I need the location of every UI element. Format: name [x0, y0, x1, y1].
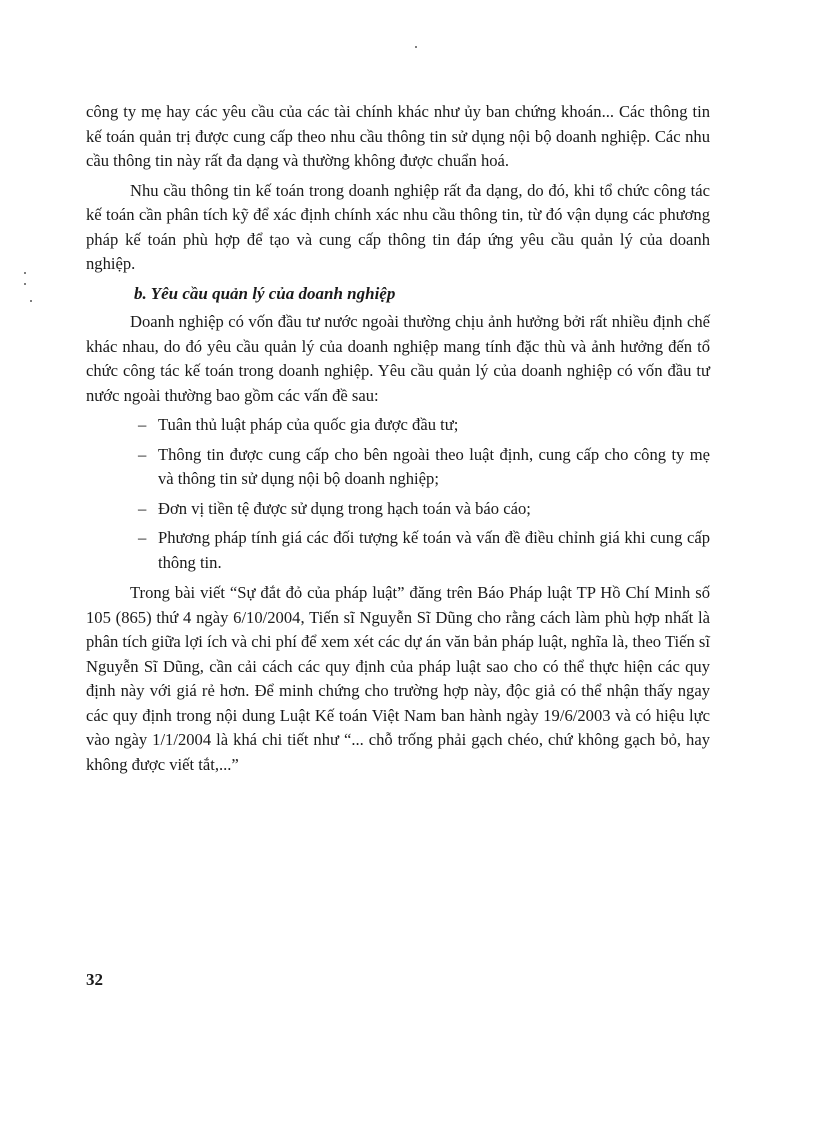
- scan-speck: [30, 300, 32, 302]
- list-item: [86, 497, 710, 522]
- paragraph-2: Nhu cầu thông tin kế toán trong doanh nghiệp rất đa dạng, do đó, khi tổ chức công tác kế toán cần phân tích kỹ để xác định chính xác nhu cầu thông tin, từ đó vận dụng các phương pháp kế toán phù hợp để tạo và cung cấp thông tin đáp ứng yêu cầu quản lý của doanh nghiệp.: [86, 180, 710, 273]
- bullet-dash: –: [138, 444, 147, 464]
- document-page: [86, 100, 710, 782]
- scan-speck: [415, 46, 417, 48]
- paragraph-4: Trong bài viết “Sự đắt đỏ của pháp luật” đăng trên Báo Pháp luật TP Hồ Chí Minh số 105 (865) thứ 4 ngày 6/10/2004, Tiến sĩ Nguyễn Sĩ Dũng cho rằng cách làm phù hợp nhất là phân tích giữa lợi ích và chi phí để xem xét các dự án văn bản pháp luật, nghĩa là, theo Tiến sĩ Nguyễn Sĩ Dũng, cần cải cách các quy định của pháp luật sao cho có thể thực hiện các quy định này với giá rẻ hơn. Để minh chứng cho trường hợp này, độc giả có thể nhận thấy ngay các quy định trong nội dung Luật Kế toán Việt Nam ban hành ngày 19/6/2003 và có hiệu lực vào ngày 1/1/2004 là khá chi tiết như “... chỗ trống phải gạch chéo, chứ không gạch bỏ, hay không được viết tắt,...”: [86, 583, 710, 774]
- paragraph-1: công ty mẹ hay các yêu cầu của các tài chính khác như ủy ban chứng khoán... Các thông tin kế toán quản trị được cung cấp theo nhu cầu thông tin sử dụng nội bộ doanh nghiệp. Các nhu cầu thông tin này rất đa dạng và thường không được chuẩn hoá.: [86, 102, 710, 170]
- section-heading-b: b. Yêu cầu quản lý của doanh nghiệp: [134, 283, 396, 303]
- bullet-dash: –: [138, 415, 147, 434]
- list-item-text: Đơn vị tiền tệ được sử dụng trong hạch toán và báo cáo;: [158, 498, 531, 518]
- list-item: [86, 526, 710, 575]
- list-item-text: Phương pháp tính giá các đối tượng kế toán và vấn đề điều chỉnh giá khi cung cấp thông tin.: [158, 528, 710, 572]
- bullet-dash: –: [138, 528, 147, 547]
- scan-speck: [24, 283, 26, 285]
- page-number: 32: [86, 970, 103, 989]
- list-item-text: Thông tin được cung cấp cho bên ngoài theo luật định, cung cấp cho công ty mẹ và thông tin sử dụng nội bộ doanh nghiệp;: [158, 444, 710, 488]
- bullet-dash: –: [138, 498, 147, 518]
- list-item: [86, 413, 710, 438]
- scan-speck: [24, 272, 26, 274]
- paragraph-3: Doanh nghiệp có vốn đầu tư nước ngoài thường chịu ảnh hưởng bởi rất nhiều định chế khác nhau, do đó yêu cầu quản lý của doanh nghiệp mang tính đặc thù và ảnh hưởng đến tổ chức công tác kế toán trong doanh nghiệp. Yêu cầu quản lý của doanh nghiệp có vốn đầu tư nước ngoài thường bao gồm các vấn đề sau:: [86, 312, 710, 405]
- list-item: [86, 443, 710, 492]
- list-item-text: Tuân thủ luật pháp của quốc gia được đầu tư;: [158, 415, 459, 434]
- requirements-list: [86, 413, 710, 575]
